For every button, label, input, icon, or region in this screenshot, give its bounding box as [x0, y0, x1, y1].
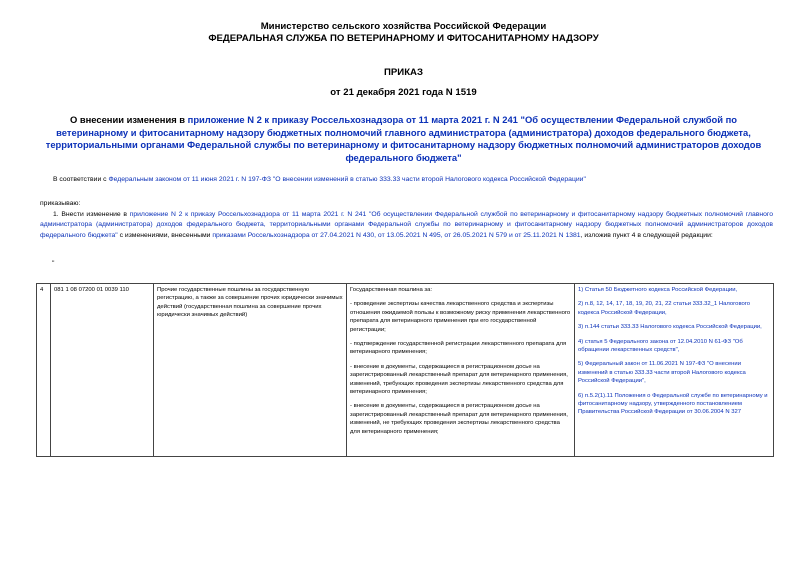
- basis-link[interactable]: 4) статья 5 Федерального закона от 12.04.2010 N 61-ФЗ "Об обращении лекарственных средств",: [578, 338, 743, 354]
- description-item: - проведение экспертизы качества лекарственного средства и экспертизы отношения ожидаемой пользы к возможному риску применения лекарственного препарата для ветеринарного применения при его государственной регистрации;: [350, 301, 571, 333]
- basis-link[interactable]: 6) п.5.2(1).11 Положения о Федеральной службе по ветеринарному и фитосанитарному надзору, утвержденного постановлением Правительства Российской Федерации от 30.06.2004 N 327: [578, 392, 768, 416]
- table-row: [37, 284, 774, 457]
- basis-law-link[interactable]: Федеральным законом от 11 июня 2021 г. N 197-ФЗ "О внесении изменений в статью 333.33 части второй Налогового кодекса Российской Федерации": [108, 176, 586, 183]
- opening-quote: ": [52, 260, 55, 267]
- basis-link[interactable]: 3) п.144 статьи 333.33 Налогового кодекса Российской Федерации,: [578, 324, 762, 331]
- legal-basis: [53, 176, 773, 183]
- description-item: - внесение в документы, содержащиеся в регистрационном досье на зарегистрированный лекарственный препарат для ветеринарного применения, изменений, не требующих проведения экспертизы лекарственного средства для ветеринарного применения;: [350, 403, 568, 435]
- budget-code: 081 1 08 07200 01 0039 110: [51, 284, 154, 457]
- row-number: 4: [37, 284, 51, 457]
- document-title: [40, 114, 767, 164]
- order-keyword: приказываю:: [40, 200, 81, 207]
- service-name: ФЕДЕРАЛЬНАЯ СЛУЖБА ПО ВЕТЕРИНАРНОМУ И ФИТОСАНИТАРНОМУ НАДЗОРУ: [208, 33, 599, 44]
- para1-text-3: , изложив пункт 4 в следующей редакции:: [580, 231, 713, 239]
- description-cell: [347, 284, 575, 457]
- para1-appendix-link[interactable]: приложение N 2 к приказу Россельхознадзора от 11 марта 2021 г. N 241 "Об осуществлении Федеральной службой по ветеринарному и фитосанитарному надзору бюджетных полномочий главного администратора (администратора) доходов федерального бюджета, территориальными органами Федеральной службы по ветеринарному и фитосанитарному надзору бюджетных полномочий администраторов доходов федерального бюджета": [40, 211, 773, 239]
- para1-text-2: с изменениями, внесенными: [117, 231, 213, 239]
- description-item: Государственная пошлина за:: [350, 287, 433, 293]
- basis-link[interactable]: 2) п.8, 12, 14, 17, 18, 19, 20, 21, 22 статьи 333.32_1 Налогового кодекса Российской Федерации,: [578, 301, 751, 316]
- description-item: - внесение в документы, содержащиеся в регистрационном досье на зарегистрированный лекарственный препарат для ветеринарного применения, изменений, требующих проведения экспертизы лекарственного средства для ветеринарного применения;: [350, 363, 568, 396]
- para1-text-1: 1. Внести изменение в: [53, 211, 130, 218]
- document-date-number: от 21 декабря 2021 года N 1519: [330, 87, 477, 98]
- basis-link[interactable]: 5) Федеральный закон от 11.06.2021 N 197-ФЗ "О внесении изменений в статью 333.33 части второй Налогового кодекса Российской Федерации",: [578, 361, 746, 385]
- income-name: Прочие государственные пошлины за государственную регистрацию, а также за совершение прочих юридически значимых действий (государственная пошлина за совершение прочих юридически значимых действий): [154, 284, 347, 457]
- title-link[interactable]: приложение N 2 к приказу Россельхознадзора от 11 марта 2021 г. N 241 "Об осуществлении Федеральной службой по ветеринарному и фитосанитарному надзору бюджетных полномочий главного администратора (администратора) доходов федерального бюджета, территориальными органами Федеральной службы по ветеринарному и фитосанитарному надзору бюджетных полномочий администраторов доходов федерального бюджета": [45, 114, 762, 163]
- basis-link[interactable]: 1) Статья 50 Бюджетного кодекса Российской Федерации,: [578, 287, 738, 293]
- ministry-name: Министерство сельского хозяйства Российской Федерации: [260, 21, 547, 32]
- document-type: ПРИКАЗ: [384, 67, 423, 78]
- title-prefix: О внесении изменения в: [69, 114, 188, 125]
- description-item: - подтверждение государственной регистрации лекарственного препарата для ветеринарного применения;: [350, 341, 567, 356]
- basis-prefix: В соответствии с: [53, 176, 109, 183]
- budget-table: [36, 283, 774, 457]
- paragraph-1: [40, 210, 773, 241]
- legal-basis-cell: [575, 284, 774, 457]
- para1-orders-link[interactable]: приказами Россельхознадзора от 27.04.2021 N 430, от 13.05.2021 N 495, от 26.05.2021 N 579 и от 25.11.2021 N 1381: [212, 231, 581, 239]
